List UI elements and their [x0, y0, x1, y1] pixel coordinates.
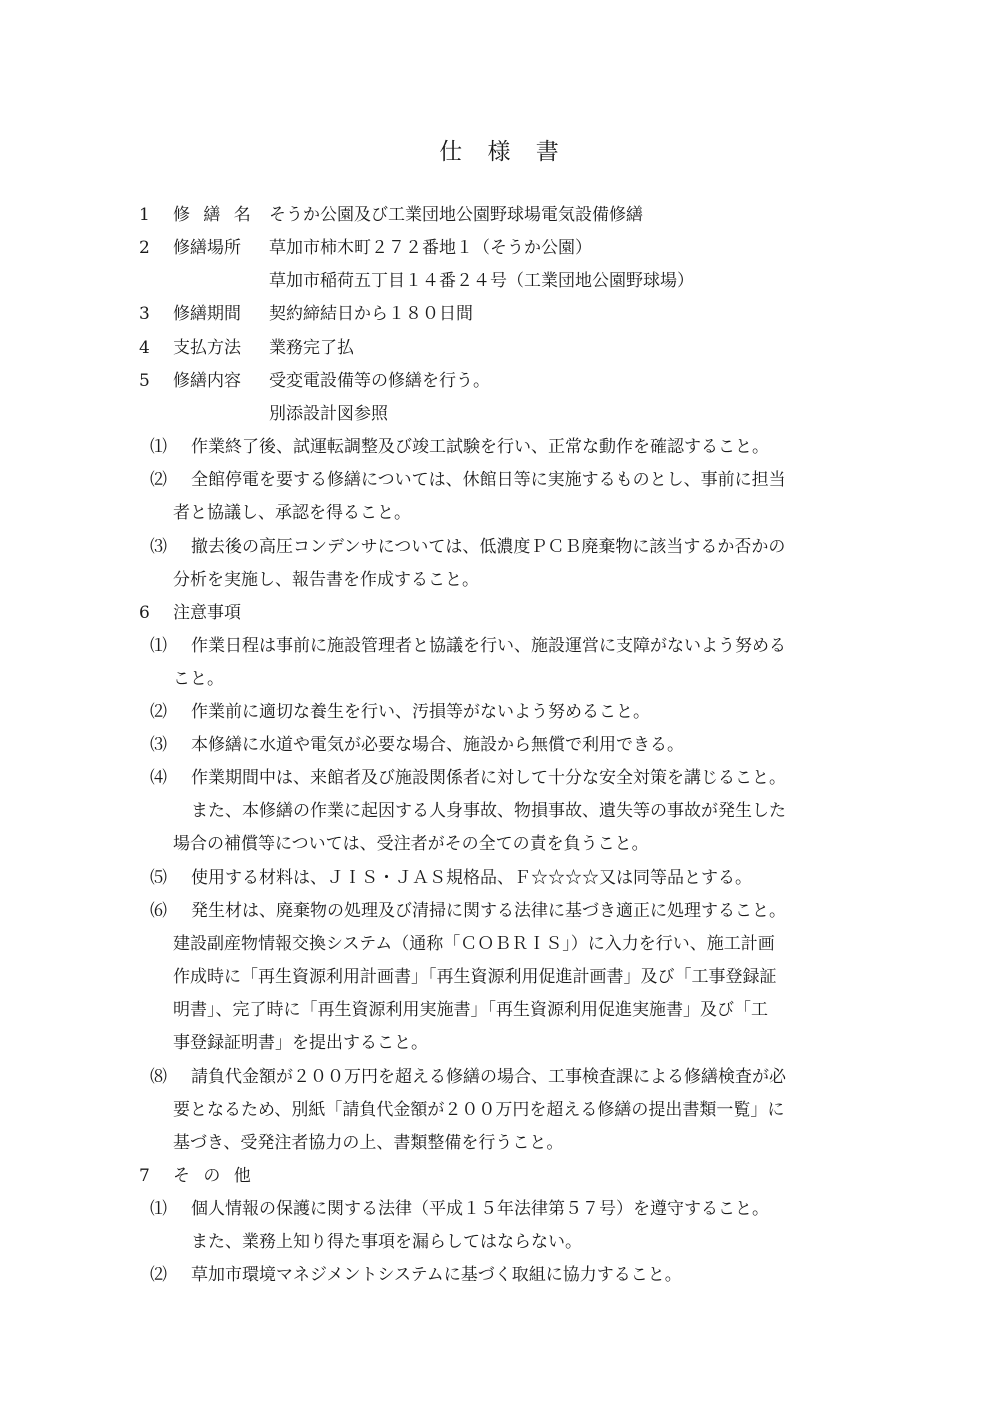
section-number: 6	[139, 603, 150, 623]
section-number: 1	[139, 205, 150, 225]
item-text: 場合の補償等については、受注者がその全ての責を負うこと。	[173, 834, 649, 854]
item-text: 作業終了後、試運転調整及び竣工試験を行い、正常な動作を確認すること。	[191, 437, 769, 457]
item-text: 本修繕に水道や電気が必要な場合、施設から無償で利用できる。	[191, 735, 684, 755]
item-number: ⑵	[150, 1265, 167, 1285]
item-number: ⑷	[150, 768, 167, 788]
item-text: 使用する材料は、ＪＩＳ・ＪＡＳ規格品、Ｆ☆☆☆☆又は同等品とする。	[191, 868, 752, 888]
section-number: 7	[139, 1166, 150, 1186]
item-text: また、業務上知り得た事項を漏らしてはならない。	[191, 1232, 582, 1252]
item-text: 草加市環境マネジメントシステムに基づく取組に協力すること。	[191, 1265, 682, 1285]
section-value: 草加市柿木町２７２番地１（そうか公園）	[269, 238, 592, 258]
item-text: 全館停電を要する修繕については、休館日等に実施するものとし、事前に担当	[191, 470, 786, 490]
item-text: 個人情報の保護に関する法律（平成１５年法律第５７号）を遵守すること。	[191, 1199, 769, 1219]
item-number: ⑶	[150, 537, 167, 557]
section-label: 注意事項	[173, 603, 241, 623]
item-text: 作業期間中は、来館者及び施設関係者に対して十分な安全対策を講じること。	[191, 768, 786, 788]
item-text: 請負代金額が２００万円を超える修繕の場合、工事検査課による修繕検査が必	[191, 1067, 786, 1087]
section-label: 修繕場所	[173, 238, 241, 258]
item-number: ⑸	[150, 868, 167, 888]
item-number: ⑻	[150, 1067, 167, 1087]
item-text: 基づき、受発注者協力の上、書類整備を行うこと。	[173, 1133, 564, 1153]
item-text: 事登録証明書」を提出すること。	[173, 1033, 428, 1053]
section-value: 別添設計図参照	[269, 404, 388, 424]
item-text: 要となるため、別紙「請負代金額が２００万円を超える修繕の提出書類一覧」に	[173, 1100, 785, 1120]
item-text: 撤去後の高圧コンデンサについては、低濃度ＰＣＢ廃棄物に該当するか否かの	[191, 537, 786, 557]
item-text: 作業日程は事前に施設管理者と協議を行い、施設運営に支障がないよう努める	[191, 636, 786, 656]
item-number: ⑴	[150, 636, 167, 656]
section-number: 3	[139, 304, 150, 324]
item-text: 明書」、完了時に「再生資源利用実施書」「再生資源利用促進実施書」及び「工	[173, 1000, 768, 1020]
item-number: ⑴	[150, 1199, 167, 1219]
item-number: ⑵	[150, 702, 167, 722]
section-value: 契約締結日から１８０日間	[269, 304, 473, 324]
item-text: 発生材は、廃棄物の処理及び清掃に関する法律に基づき適正に処理すること。	[191, 901, 786, 921]
item-text: 建設副産物情報交換システム（通称「ＣＯＢＲＩＳ」）に入力を行い、施工計画	[173, 934, 775, 954]
item-text: こと。	[173, 669, 224, 689]
section-number: 5	[139, 371, 150, 391]
section-label: 修繕期間	[173, 304, 241, 324]
section-label: 修繕内容	[173, 371, 241, 391]
item-text: また、本修繕の作業に起因する人身事故、物損事故、遺失等の事故が発生した	[191, 801, 786, 821]
section-label: そ の 他	[173, 1166, 255, 1186]
document-title: 仕 様 書	[439, 139, 561, 165]
section-number: 4	[139, 338, 150, 358]
item-number: ⑶	[150, 735, 167, 755]
section-value: 草加市稲荷五丁目１４番２４号（工業団地公園野球場）	[269, 271, 694, 291]
section-label: 修 繕 名	[173, 205, 255, 225]
item-text: 分析を実施し、報告書を作成すること。	[173, 570, 479, 590]
item-number: ⑵	[150, 470, 167, 490]
item-text: 作成時に「再生資源利用計画書」「再生資源利用促進計画書」及び「工事登録証	[173, 967, 777, 987]
section-value: そうか公園及び工業団地公園野球場電気設備修繕	[269, 205, 643, 225]
section-value: 業務完了払	[269, 338, 354, 358]
item-number: ⑴	[150, 437, 167, 457]
section-value: 受変電設備等の修繕を行う。	[269, 371, 490, 391]
section-label: 支払方法	[173, 338, 241, 358]
section-number: 2	[139, 238, 150, 258]
item-number: ⑹	[150, 901, 167, 921]
item-text: 者と協議し、承認を得ること。	[173, 503, 411, 523]
item-text: 作業前に適切な養生を行い、汚損等がないよう努めること。	[191, 702, 650, 722]
